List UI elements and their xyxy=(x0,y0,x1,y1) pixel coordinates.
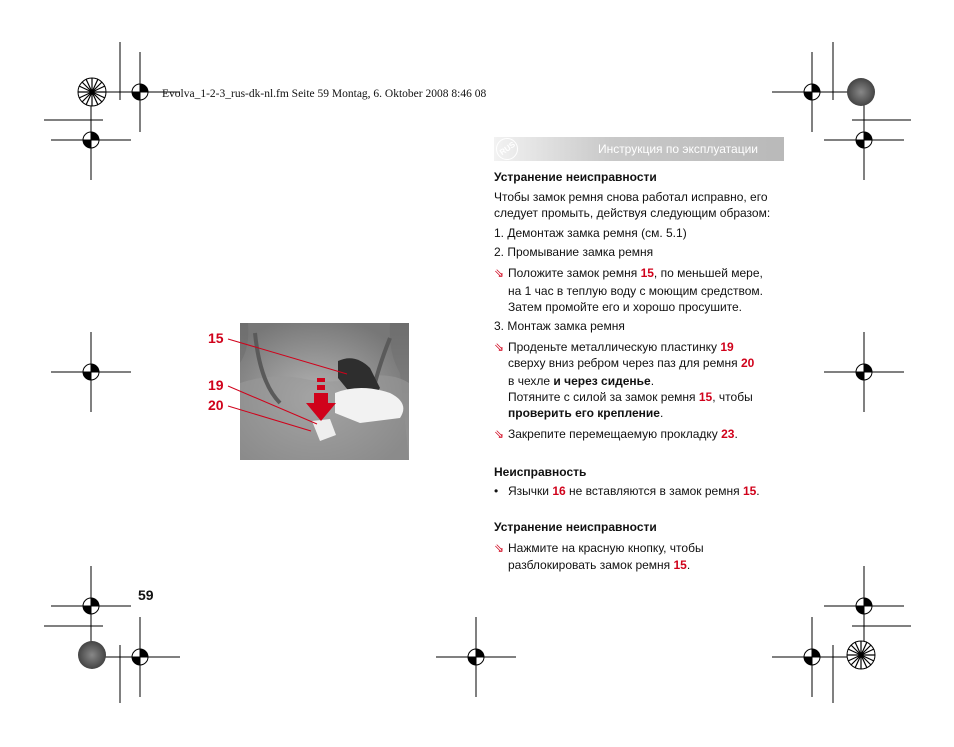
step-1: 1. Демонтаж замка ремня (см. 5.1) xyxy=(494,226,687,240)
red-hollow-arrow-icon: ⇘ xyxy=(494,541,505,555)
red-hollow-arrow-icon: ⇘ xyxy=(494,427,505,441)
instruction-1-line: на 1 час в теплую воду с моющим средством. xyxy=(508,284,763,298)
instruction-4: ⇘ Нажмите на красную кнопку, чтобы xyxy=(494,541,704,555)
intro-line: Чтобы замок ремня снова работал исправно, его xyxy=(494,190,768,204)
instruction-2: ⇘ Проденьте металлическую пластинку 19 xyxy=(494,340,734,354)
instruction-3: ⇘ Закрепите перемещаемую прокладку 23. xyxy=(494,427,738,441)
step-3: 3. Монтаж замка ремня xyxy=(494,319,625,333)
instruction-4-line: разблокировать замок ремня 15. xyxy=(508,558,691,572)
section3-heading: Устранение неисправности xyxy=(494,520,657,534)
section1-heading: Устранение неисправности xyxy=(494,170,657,184)
instruction-1: ⇘ Положите замок ремня 15, по меньшей мере, xyxy=(494,266,763,280)
bullet: • xyxy=(494,484,499,498)
red-hollow-arrow-icon: ⇘ xyxy=(494,266,505,280)
rus-badge-label: RUS xyxy=(497,139,517,158)
file-header: Evolva_1-2-3_rus-dk-nl.fm Seite 59 Montag, 6. Oktober 2008 8:46 08 xyxy=(162,88,487,100)
section2-heading: Неисправность xyxy=(494,465,587,479)
callout-15: 15 xyxy=(208,330,224,346)
instruction-2-line: сверху вниз ребром через паз для ремня 20 xyxy=(508,356,755,370)
instruction-1-line: Затем промойте его и хорошо просушите. xyxy=(508,300,743,314)
page-number: 59 xyxy=(138,587,154,603)
intro-line: следует промыть, действуя следующим образом: xyxy=(494,206,771,220)
instruction-2-line: проверить его крепление. xyxy=(508,406,664,420)
callout-20: 20 xyxy=(208,397,224,413)
step-2: 2. Промывание замка ремня xyxy=(494,245,654,259)
callout-19: 19 xyxy=(208,377,224,393)
banner-title: Инструкция по эксплуатации xyxy=(597,142,758,156)
instruction-2-line: Потяните с силой за замок ремня 15, чтобы xyxy=(508,390,753,404)
fault-item: • Язычки 16 не вставляются в замок ремня 15. xyxy=(494,484,760,498)
red-hollow-arrow-icon: ⇘ xyxy=(494,340,505,354)
instruction-2-line: в чехле и через сиденье. xyxy=(508,374,655,388)
